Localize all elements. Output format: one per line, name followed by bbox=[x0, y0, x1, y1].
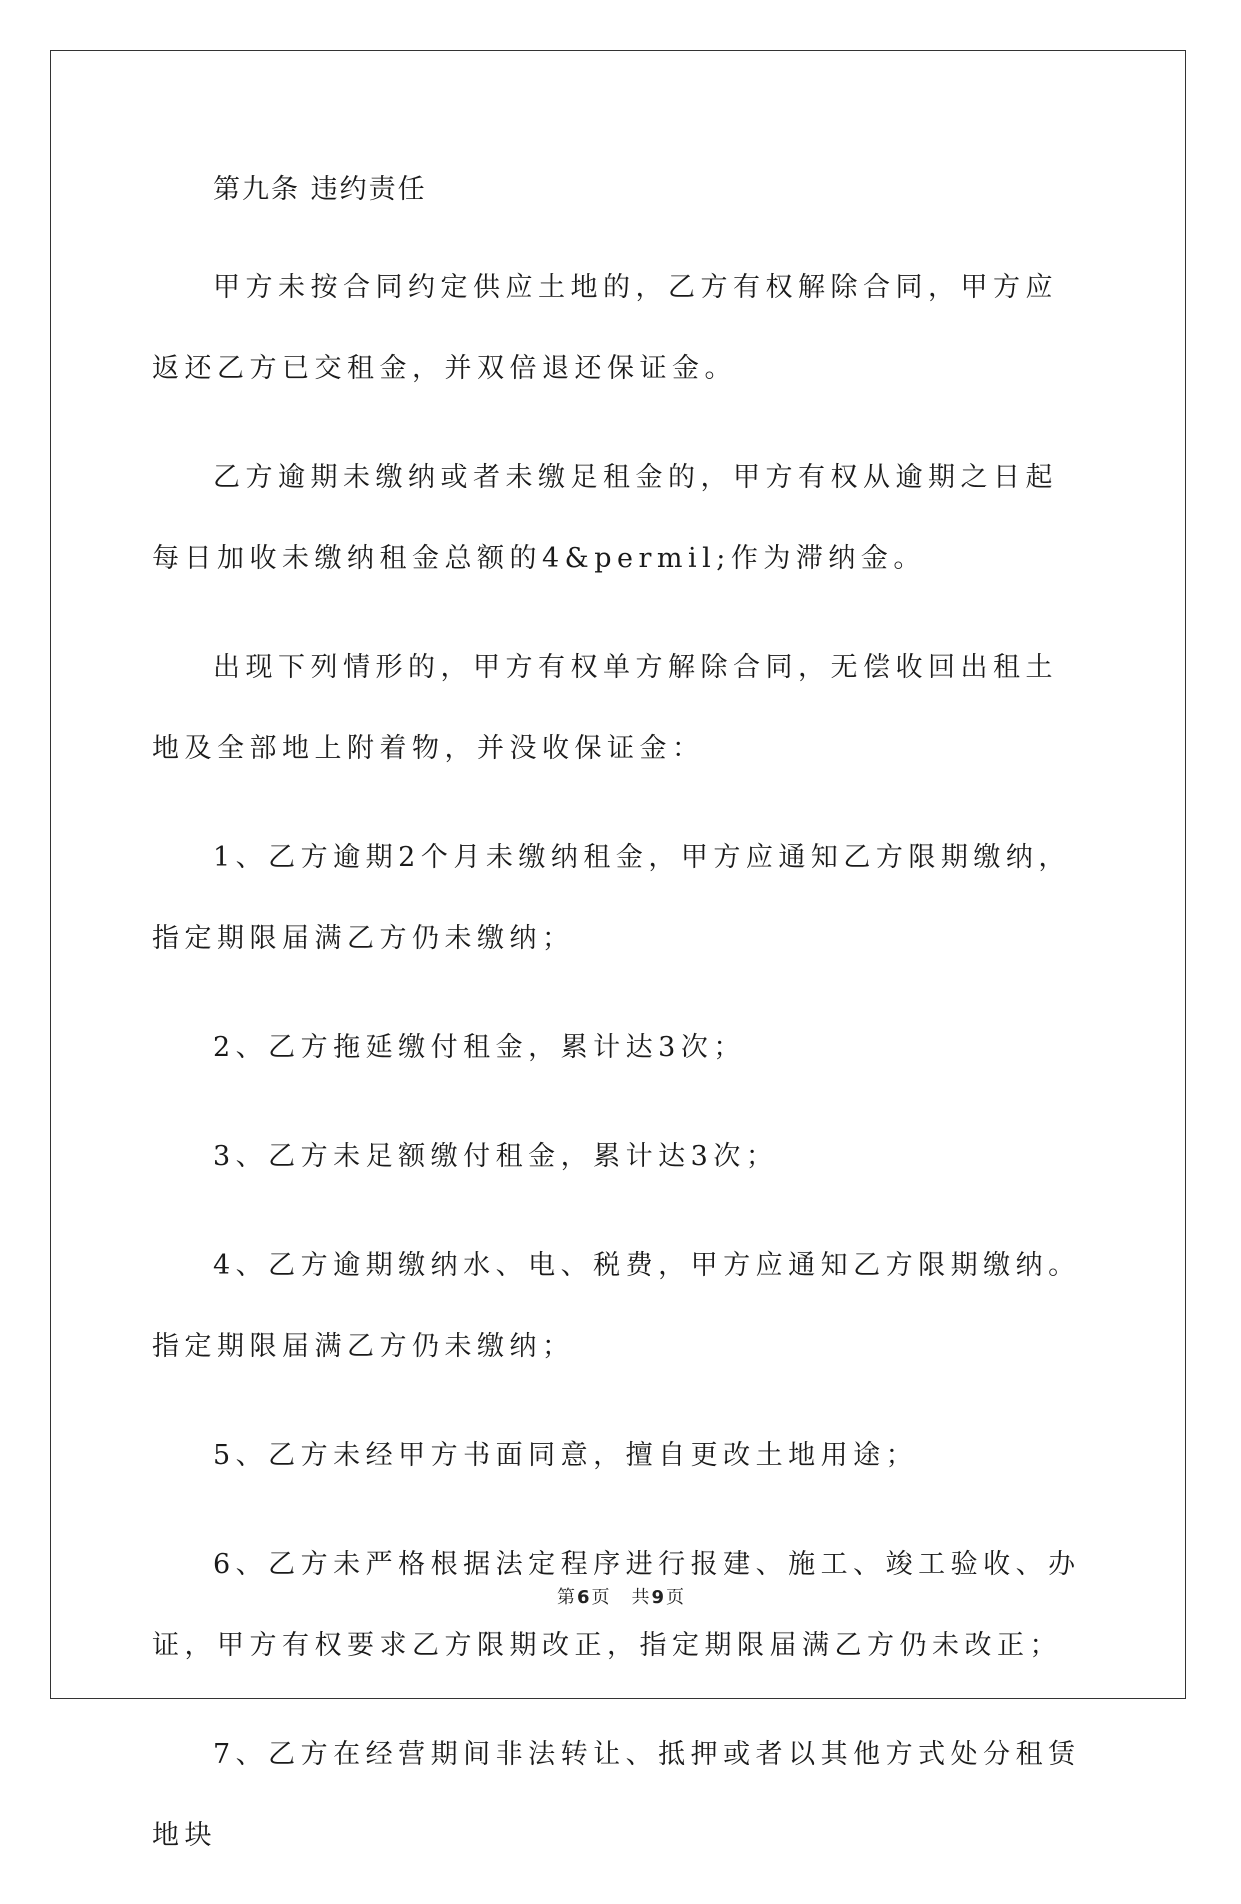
current-page-number: 6 bbox=[576, 1587, 590, 1608]
paragraph: 甲方未按合同约定供应土地的，乙方有权解除合同，甲方应返还乙方已交租金，并双倍退还保证金。 bbox=[152, 272, 1058, 384]
page-footer bbox=[0, 1583, 1241, 1609]
footer-prefix: 第 bbox=[556, 1587, 575, 1608]
paragraph: 1、乙方逾期2个月未缴纳租金，甲方应通知乙方限期缴纳，指定期限届满乙方仍未缴纳； bbox=[152, 842, 1071, 954]
footer-total-prefix: 共 bbox=[631, 1587, 650, 1608]
paragraph: 出现下列情形的，甲方有权单方解除合同，无偿收回出租土地及全部地上附着物，并没收保证金： bbox=[152, 652, 1058, 764]
paragraph: 2、乙方拖延缴付租金，累计达3次； bbox=[213, 1032, 746, 1063]
paragraph: 6、乙方未严格根据法定程序进行报建、施工、竣工验收、办证，甲方有权要求乙方限期改正，指定期限届满乙方仍未改正； bbox=[152, 1549, 1081, 1661]
total-pages-number: 9 bbox=[651, 1587, 665, 1608]
paragraph: 4、乙方逾期缴纳水、电、税费，甲方应通知乙方限期缴纳。指定期限届满乙方仍未缴纳； bbox=[152, 1250, 1081, 1362]
footer-total-suffix: 页 bbox=[666, 1587, 685, 1608]
section-heading: 第九条 违约责任 bbox=[213, 174, 427, 205]
paragraph: 3、乙方未足额缴付租金，累计达3次； bbox=[213, 1141, 779, 1172]
paragraph: 乙方逾期未缴纳或者未缴足租金的，甲方有权从逾期之日起每日加收未缴纳租金总额的4&permil;作为滞纳金。 bbox=[152, 462, 1058, 574]
footer-page-suffix: 页 bbox=[591, 1587, 610, 1608]
document-body bbox=[152, 165, 1087, 1904]
paragraph: 7、乙方在经营期间非法转让、抵押或者以其他方式处分租赁地块 bbox=[152, 1739, 1081, 1851]
paragraph: 5、乙方未经甲方书面同意，擅自更改土地用途； bbox=[213, 1440, 919, 1471]
